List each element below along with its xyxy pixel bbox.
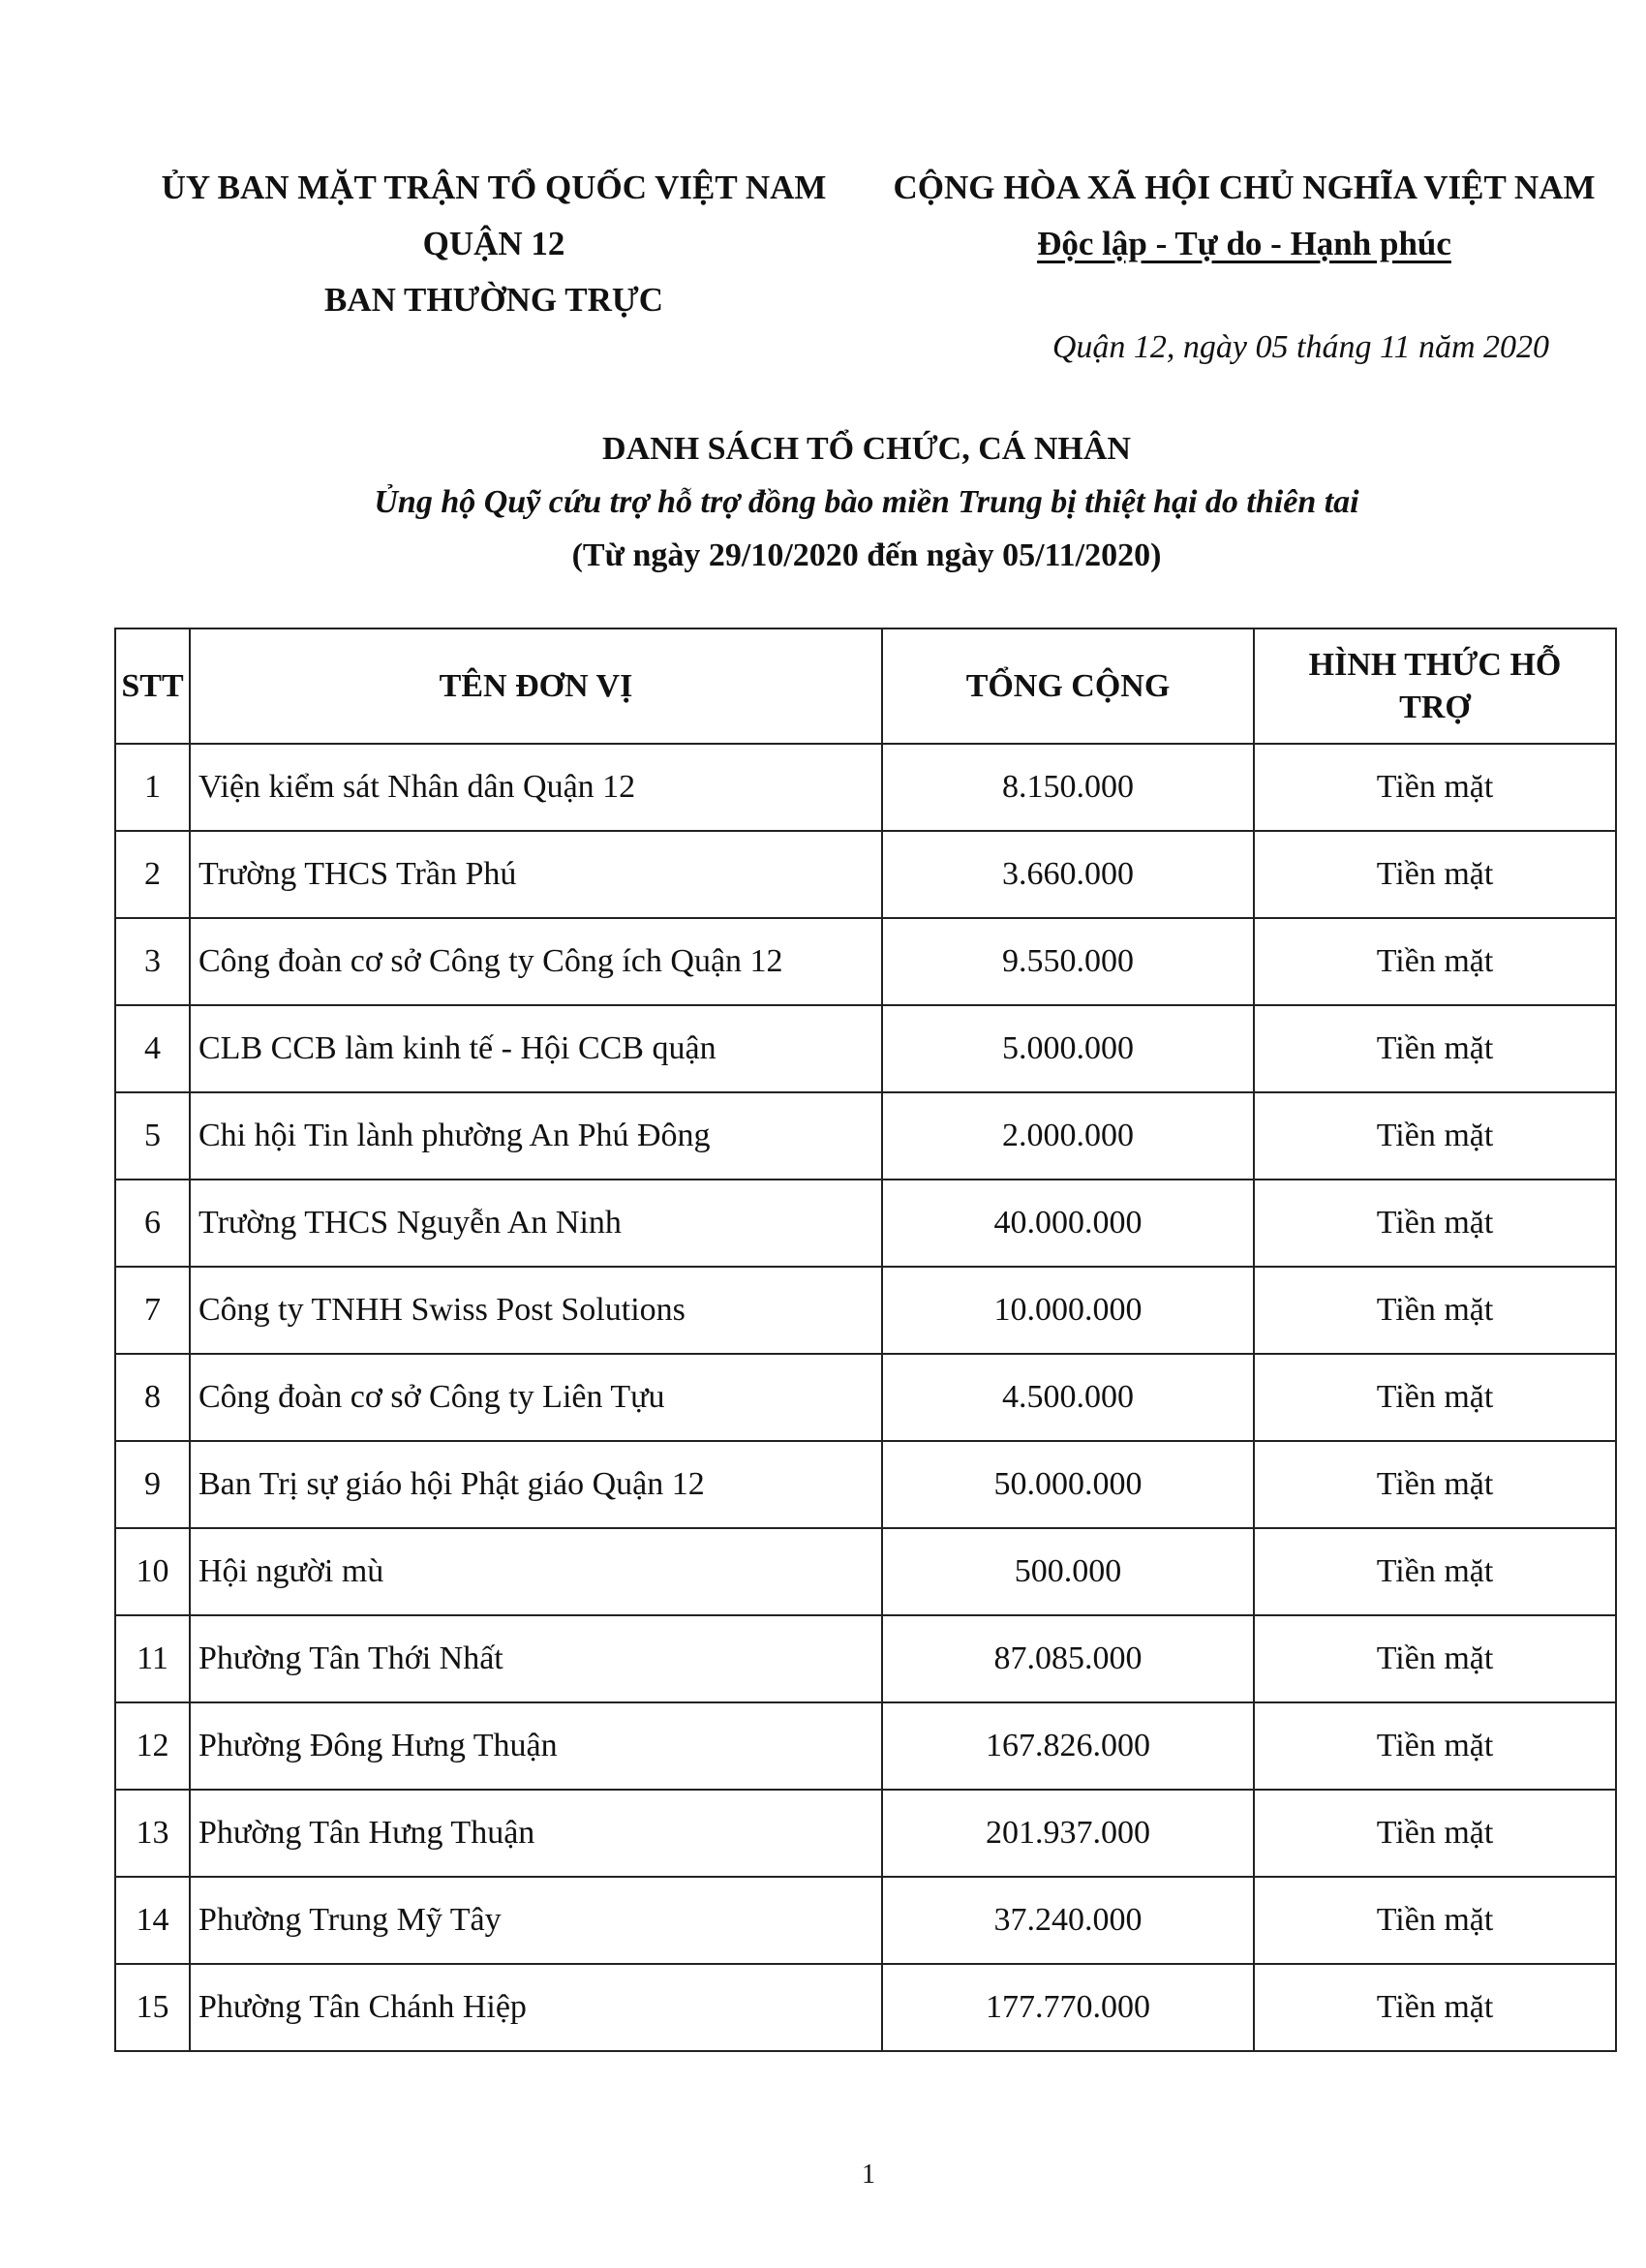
row-form: Tiền mặt bbox=[1254, 1092, 1616, 1180]
row-name: Viện kiểm sát Nhân dân Quận 12 bbox=[190, 744, 882, 831]
national-header bbox=[876, 160, 1612, 272]
table-row bbox=[115, 1005, 1616, 1092]
row-stt: 7 bbox=[115, 1267, 190, 1354]
row-form: Tiền mặt bbox=[1254, 1441, 1616, 1528]
donation-table bbox=[114, 628, 1617, 2052]
row-form: Tiền mặt bbox=[1254, 1615, 1616, 1702]
row-name: Công đoàn cơ sở Công ty Công ích Quận 12 bbox=[190, 918, 882, 1005]
row-total: 3.660.000 bbox=[882, 831, 1254, 918]
row-stt: 6 bbox=[115, 1180, 190, 1267]
row-total: 10.000.000 bbox=[882, 1267, 1254, 1354]
row-form: Tiền mặt bbox=[1254, 918, 1616, 1005]
table-row bbox=[115, 1702, 1616, 1790]
table-row bbox=[115, 1267, 1616, 1354]
row-total: 500.000 bbox=[882, 1528, 1254, 1615]
row-stt: 3 bbox=[115, 918, 190, 1005]
col-header-total: TỔNG CỘNG bbox=[882, 628, 1254, 744]
row-total: 2.000.000 bbox=[882, 1092, 1254, 1180]
row-name: CLB CCB làm kinh tế - Hội CCB quận bbox=[190, 1005, 882, 1092]
national-title: CỘNG HÒA XÃ HỘI CHỦ NGHĨA VIỆT NAM bbox=[893, 169, 1596, 206]
row-total: 5.000.000 bbox=[882, 1005, 1254, 1092]
row-form: Tiền mặt bbox=[1254, 1877, 1616, 1964]
row-stt: 10 bbox=[115, 1528, 190, 1615]
row-form: Tiền mặt bbox=[1254, 1790, 1616, 1877]
table-row bbox=[115, 1180, 1616, 1267]
row-total: 177.770.000 bbox=[882, 1964, 1254, 2051]
row-name: Ban Trị sự giáo hội Phật giáo Quận 12 bbox=[190, 1441, 882, 1528]
table-row bbox=[115, 1354, 1616, 1441]
row-name: Phường Tân Chánh Hiệp bbox=[190, 1964, 882, 2051]
row-stt: 12 bbox=[115, 1702, 190, 1790]
row-name: Chi hội Tin lành phường An Phú Đông bbox=[190, 1092, 882, 1180]
table-row bbox=[115, 1877, 1616, 1964]
table-row bbox=[115, 1964, 1616, 2051]
row-stt: 1 bbox=[115, 744, 190, 831]
row-stt: 15 bbox=[115, 1964, 190, 2051]
row-total: 4.500.000 bbox=[882, 1354, 1254, 1441]
row-name: Công ty TNHH Swiss Post Solutions bbox=[190, 1267, 882, 1354]
row-form: Tiền mặt bbox=[1254, 831, 1616, 918]
row-name: Phường Đông Hưng Thuận bbox=[190, 1702, 882, 1790]
row-total: 167.826.000 bbox=[882, 1702, 1254, 1790]
doc-period: (Từ ngày 29/10/2020 đến ngày 05/11/2020) bbox=[571, 537, 1162, 573]
table-row bbox=[115, 831, 1616, 918]
row-stt: 8 bbox=[115, 1354, 190, 1441]
row-form: Tiền mặt bbox=[1254, 1528, 1616, 1615]
row-stt: 11 bbox=[115, 1615, 190, 1702]
row-stt: 13 bbox=[115, 1790, 190, 1877]
row-form: Tiền mặt bbox=[1254, 1267, 1616, 1354]
col-header-stt: STT bbox=[115, 628, 190, 744]
row-stt: 5 bbox=[115, 1092, 190, 1180]
table-row bbox=[115, 1441, 1616, 1528]
row-form: Tiền mặt bbox=[1254, 744, 1616, 831]
row-total: 50.000.000 bbox=[882, 1441, 1254, 1528]
issuer-line-2: QUẬN 12 bbox=[422, 225, 565, 262]
doc-subtitle: Ủng hộ Quỹ cứu trợ hỗ trợ đồng bào miền Trung bị thiệt hại do thiên tai bbox=[374, 484, 1359, 520]
row-name: Phường Tân Hưng Thuận bbox=[190, 1790, 882, 1877]
issuer-header bbox=[116, 160, 871, 328]
issuer-line-1: ỦY BAN MẶT TRẬN TỔ QUỐC VIỆT NAM bbox=[161, 169, 827, 206]
row-total: 201.937.000 bbox=[882, 1790, 1254, 1877]
issuer-line-3: BAN THƯỜNG TRỰC bbox=[323, 281, 664, 319]
row-name: Công đoàn cơ sở Công ty Liên Tựu bbox=[190, 1354, 882, 1441]
table-row bbox=[115, 744, 1616, 831]
page-number: 1 bbox=[862, 2160, 875, 2190]
row-name: Phường Tân Thới Nhất bbox=[190, 1615, 882, 1702]
table-row bbox=[115, 1092, 1616, 1180]
row-form: Tiền mặt bbox=[1254, 1005, 1616, 1092]
row-form: Tiền mặt bbox=[1254, 1702, 1616, 1790]
row-form: Tiền mặt bbox=[1254, 1180, 1616, 1267]
row-form: Tiền mặt bbox=[1254, 1354, 1616, 1441]
col-header-name: TÊN ĐƠN VỊ bbox=[190, 628, 882, 744]
row-total: 37.240.000 bbox=[882, 1877, 1254, 1964]
row-stt: 14 bbox=[115, 1877, 190, 1964]
row-name: Hội người mù bbox=[190, 1528, 882, 1615]
doc-title: DANH SÁCH TỔ CHỨC, CÁ NHÂN bbox=[602, 431, 1131, 467]
row-name: Trường THCS Nguyễn An Ninh bbox=[190, 1180, 882, 1267]
col-header-form: HÌNH THỨC HỖ TRỢ bbox=[1254, 628, 1616, 744]
table-row bbox=[115, 1528, 1616, 1615]
national-motto: Độc lập - Tự do - Hạnh phúc bbox=[1037, 225, 1451, 262]
row-form: Tiền mặt bbox=[1254, 1964, 1616, 2051]
row-total: 40.000.000 bbox=[882, 1180, 1254, 1267]
row-stt: 2 bbox=[115, 831, 190, 918]
row-stt: 4 bbox=[115, 1005, 190, 1092]
row-name: Phường Trung Mỹ Tây bbox=[190, 1877, 882, 1964]
row-name: Trường THCS Trần Phú bbox=[190, 831, 882, 918]
table-row bbox=[115, 1790, 1616, 1877]
dateline: Quận 12, ngày 05 tháng 11 năm 2020 bbox=[1052, 329, 1549, 365]
row-total: 9.550.000 bbox=[882, 918, 1254, 1005]
table-header-row bbox=[115, 628, 1616, 744]
row-total: 87.085.000 bbox=[882, 1615, 1254, 1702]
row-stt: 9 bbox=[115, 1441, 190, 1528]
table-row bbox=[115, 1615, 1616, 1702]
table-row bbox=[115, 918, 1616, 1005]
row-total: 8.150.000 bbox=[882, 744, 1254, 831]
